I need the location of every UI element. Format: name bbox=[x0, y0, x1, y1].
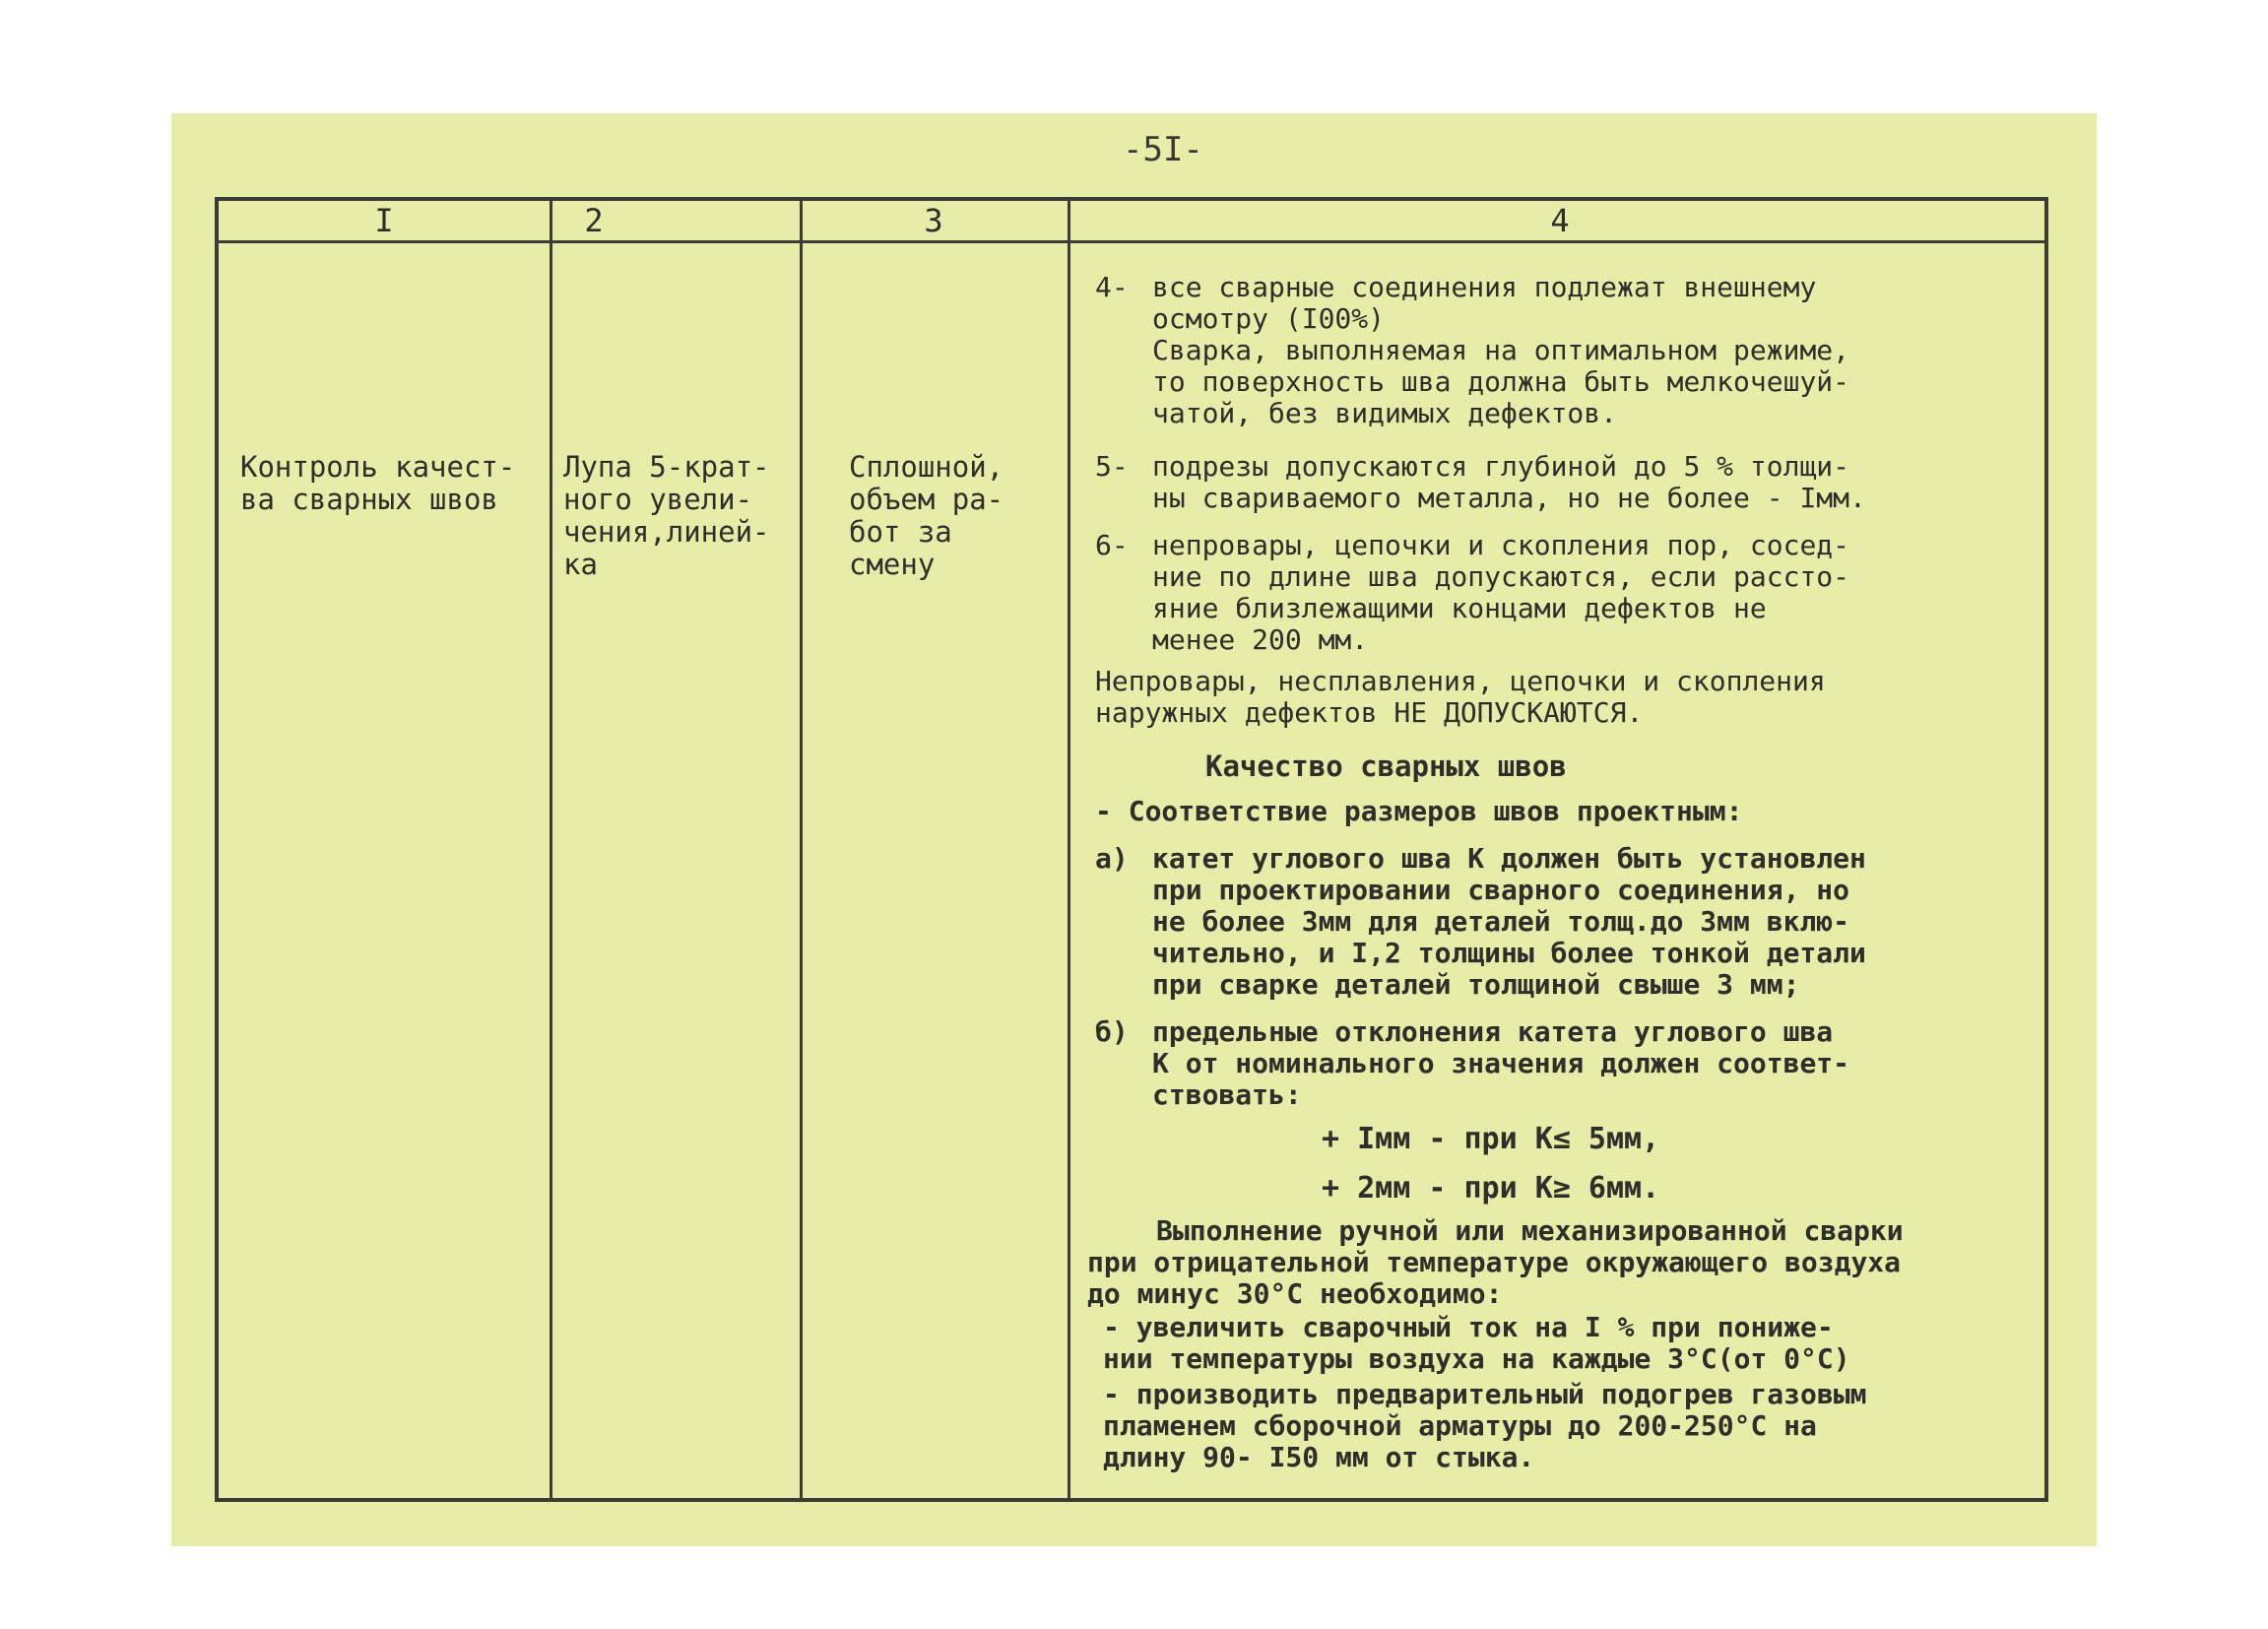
section-heading: Качество сварных швов bbox=[1205, 749, 1567, 783]
requirements-cell: 4- все сварные соединения подлежат внешнему осмотру (I00%) Сварка, выполняемая на оптимальном режиме, то поверхность шва должна быть мелкочешуй- чатой, без видимых дефектов. 5- подрезы допускаются глубиной до 5 % толщи- ны свариваемого металла, но не более - Iмм. 6- непровары, цепочки и скопления пор, сосед- ние по длине шва допускаются, если рассто- яние близлежащими концами дефектов не менее 200 мм. Непровары, несплавления, цепочки и скопления наружных дефектов НЕ ДОПУСКАЮТСЯ. Качество сварных швов - Соответствие размеров швов проектным: а) катет углового шва К должен быть установлен при проектировании сварного соединения, но не более 3мм для деталей толщ.до 3мм вклю- чительно, и I,2 толщины более тонкой детали при сварке деталей толщиной свыше 3 мм; б) предельные отклонения катета углового шва К от номинального значения должен соответ- ствовать: + Iмм - при К≤ 5мм, + 2мм - при К≥ 6мм. Выполнение ручной или механизированной сварки при отрицательной температуре окружающего воздуха до минус 30°С необходимо: - увеличить сварочный ток на I % при пониже- нии температуры воздуха на каждые 3°С(от 0°С) - производить предварительный подогрев газовым пламенем сборочной арматуры до 200-250°С на длину 90- I50 мм от стыка. bbox=[1087, 271, 1904, 1473]
column-header-3: 3 bbox=[924, 202, 943, 239]
bullet-current: - увеличить сварочный ток на I % при пониже- нии температуры воздуха на каждые 3°С(от 0°С) bbox=[1103, 1311, 1850, 1375]
conformity-line: - Соответствие размеров швов проектным: bbox=[1095, 795, 1743, 827]
column-divider bbox=[550, 201, 552, 1498]
column-header-4: 4 bbox=[1550, 202, 1570, 239]
inspection-table bbox=[215, 197, 2048, 1502]
control-object-cell: Контроль качест- ва сварных швов bbox=[240, 450, 516, 516]
tool-cell: Лупа 5-крат- ного увели- чения,линей- ка bbox=[563, 450, 770, 581]
column-divider bbox=[1068, 201, 1070, 1498]
bullet-preheat: - производить предварительный подогрев газовым пламенем сборочной арматуры до 200-250°С на длину 90- I50 мм от стыка. bbox=[1103, 1378, 1867, 1473]
column-divider bbox=[800, 201, 803, 1498]
column-header-2: 2 bbox=[584, 202, 604, 239]
scope-cell: Сплошной, объем ра- бот за смену bbox=[849, 450, 1004, 581]
tolerance-list: + Iмм - при К≤ 5мм, + 2мм - при К≥ 6мм. bbox=[1322, 1122, 1660, 1205]
page-number: -5I- bbox=[1123, 130, 1203, 169]
column-header-1: I bbox=[374, 202, 394, 239]
cold-weather-intro: Выполнение ручной или механизированной сварки при отрицательной температуре окружающего воздуха до минус 30°С необходимо: bbox=[1087, 1214, 1904, 1310]
defects-not-allowed: Непровары, несплавления, цепочки и скопления наружных дефектов НЕ ДОПУСКАЮТСЯ. bbox=[1095, 665, 1826, 729]
